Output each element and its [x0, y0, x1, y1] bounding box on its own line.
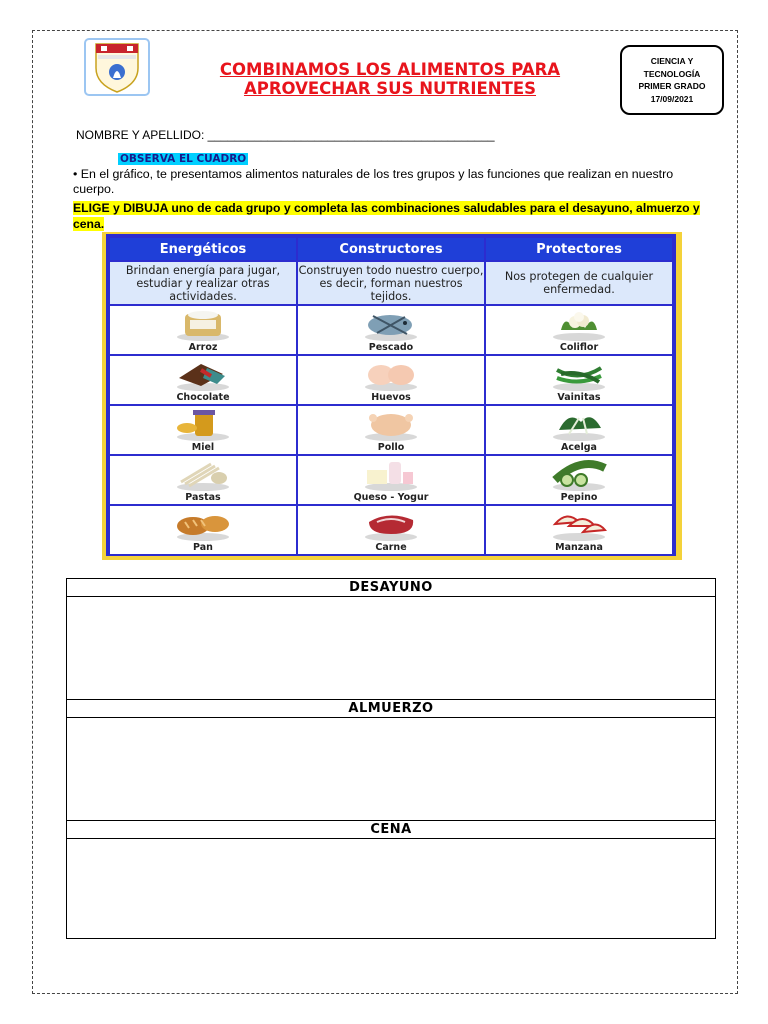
chard-icon — [547, 408, 611, 442]
column-header-constructores: Constructores — [297, 237, 485, 261]
instruction-text — [73, 201, 713, 232]
meal-drawing-area-desayuno[interactable] — [67, 597, 715, 700]
description-constructores: Construyen todo nuestro cuerpo, es decir, forman nuestros tejidos. — [297, 261, 485, 305]
food-cell-manzana — [485, 505, 673, 555]
food-cell-arroz — [109, 305, 297, 355]
info-grade: PRIMER GRADO — [638, 81, 706, 91]
student-name-field[interactable]: NOMBRE Y APELLIDO: ___________________________________________ — [76, 128, 495, 142]
food-cell-pan — [109, 505, 297, 555]
meal-plan-table — [66, 578, 716, 939]
title-line-1: COMBINAMOS LOS ALIMENTOS PARA — [219, 60, 561, 79]
food-label-manzana: Manzana — [555, 542, 603, 553]
cheese-yogurt-icon — [359, 458, 423, 492]
apple-icon — [547, 508, 611, 542]
info-subject-line-2: TECNOLOGÍA — [643, 68, 701, 79]
food-cell-carne — [297, 505, 485, 555]
food-cell-pastas — [109, 455, 297, 505]
cucumber-icon — [547, 458, 611, 492]
food-label-huevos: Huevos — [371, 392, 411, 403]
title-line-2: APROVECHAR SUS NUTRIENTES — [243, 79, 537, 98]
info-subject-line-1: CIENCIA Y — [650, 56, 694, 66]
meat-icon — [359, 508, 423, 542]
meal-header-almuerzo: ALMUERZO — [67, 700, 715, 718]
eggs-icon — [359, 358, 423, 392]
pasta-icon — [171, 458, 235, 492]
food-groups-table — [108, 236, 674, 556]
food-cell-pepino — [485, 455, 673, 505]
food-label-pollo: Pollo — [377, 442, 405, 453]
column-header-protectores: Protectores — [485, 237, 673, 261]
fish-icon — [359, 308, 423, 342]
observe-label: OBSERVA EL CUADRO — [120, 153, 247, 165]
intro-text: • En el gráfico, te presentamos alimentos naturales de los tres grupos y las funciones que realizan en nuestro cuerpo. — [73, 167, 674, 196]
info-date: 17/09/2021 — [650, 93, 694, 104]
course-info-box — [620, 45, 724, 115]
food-label-acelga: Acelga — [561, 442, 597, 453]
food-label-carne: Carne — [375, 542, 407, 553]
honey-jar-icon — [171, 408, 235, 442]
food-label-pastas: Pastas — [185, 492, 221, 503]
food-cell-queso-yogur — [297, 455, 485, 505]
chicken-icon — [359, 408, 423, 442]
green-beans-icon — [547, 358, 611, 392]
meal-header-desayuno: DESAYUNO — [67, 579, 715, 597]
food-cell-acelga — [485, 405, 673, 455]
meal-drawing-area-almuerzo[interactable] — [67, 718, 715, 821]
food-groups-chart — [102, 232, 682, 560]
food-cell-miel — [109, 405, 297, 455]
food-label-miel: Miel — [191, 442, 215, 453]
food-label-pescado: Pescado — [368, 342, 414, 353]
food-label-chocolate: Chocolate — [176, 392, 230, 403]
school-logo — [84, 38, 150, 96]
meal-drawing-area-cena[interactable] — [67, 839, 715, 940]
chocolate-icon — [171, 358, 235, 392]
food-cell-coliflor — [485, 305, 673, 355]
food-label-vainitas: Vainitas — [557, 392, 601, 403]
description-protectores: Nos protegen de cualquier enfermedad. — [485, 261, 673, 305]
food-cell-huevos — [297, 355, 485, 405]
food-label-coliflor: Coliflor — [559, 342, 599, 353]
worksheet-title — [180, 60, 600, 98]
food-label-queso-yogur: Queso - Yogur — [353, 492, 429, 503]
meal-header-cena: CENA — [67, 821, 715, 839]
food-cell-pollo — [297, 405, 485, 455]
instruction-highlight: ELIGE y DIBUJA uno de cada grupo y completa las combinaciones saludables para el desayuno, almuerzo y cena. — [73, 201, 700, 231]
description-energeticos: Brindan energía para jugar, estudiar y realizar otras actividades. — [109, 261, 297, 305]
food-label-pepino: Pepino — [560, 492, 598, 503]
food-cell-chocolate — [109, 355, 297, 405]
cauliflower-icon — [547, 308, 611, 342]
food-cell-vainitas — [485, 355, 673, 405]
bread-icon — [171, 508, 235, 542]
food-cell-pescado — [297, 305, 485, 355]
food-label-arroz: Arroz — [188, 342, 218, 353]
food-label-pan: Pan — [193, 542, 213, 553]
rice-bag-icon — [171, 308, 235, 342]
column-header-energeticos: Energéticos — [109, 237, 297, 261]
